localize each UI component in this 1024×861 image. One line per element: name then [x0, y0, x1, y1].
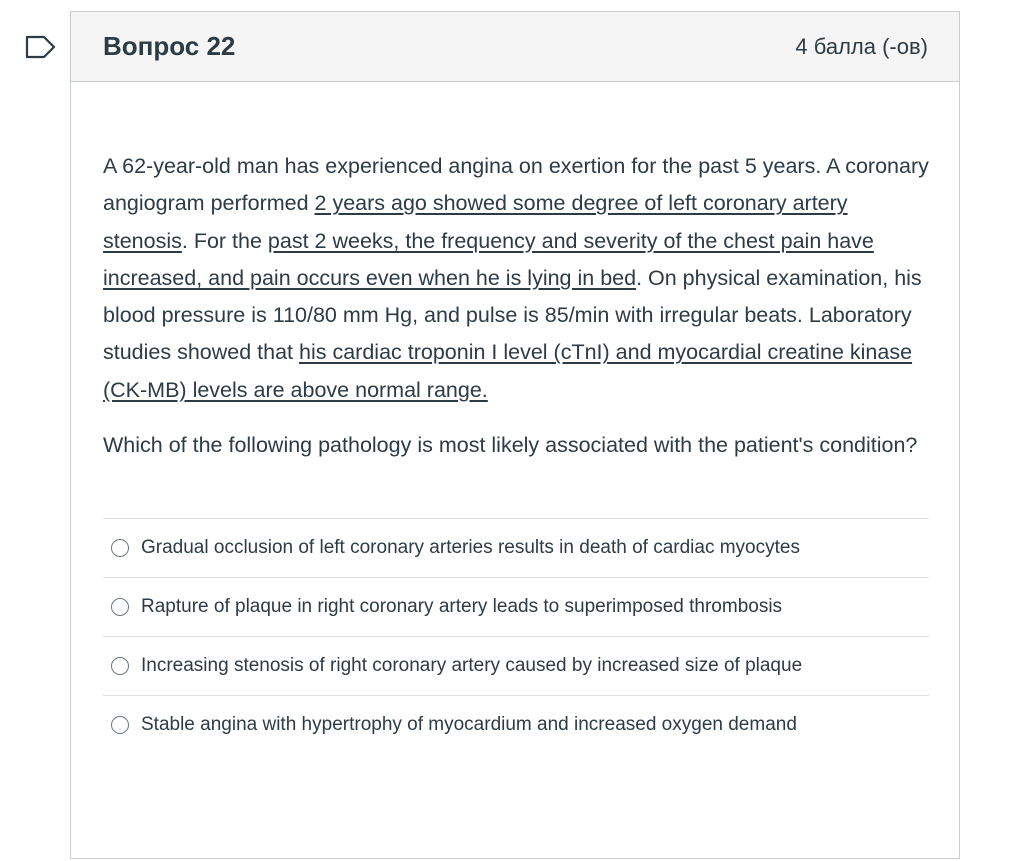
answer-option-4[interactable] [103, 696, 929, 754]
answer-option-1[interactable] [103, 519, 929, 578]
stem-underlined-text: his cardiac troponin I level (cTnI) and myocardial creatine kinase (CK-MB) levels are above normal range. [103, 340, 913, 402]
stem-text: A 62-year-old man has experienced angina on exertion for the past 5 years. A coronary angiogram performed [103, 154, 929, 216]
question-body [71, 82, 959, 754]
answer-label[interactable]: Stable angina with hypertrophy of myocardium and increased oxygen demand [141, 714, 797, 736]
radio-button[interactable] [111, 657, 129, 675]
answer-option-3[interactable] [103, 637, 929, 696]
stem-text: . For the [181, 228, 268, 253]
question-card [70, 11, 960, 859]
flag-question-icon[interactable] [24, 35, 58, 59]
question-points: 4 балла (-ов) [795, 33, 928, 59]
radio-button[interactable] [111, 598, 129, 616]
question-header [71, 12, 959, 82]
question-prompt: Which of the following pathology is most likely associated with the patient's condition? [103, 433, 918, 458]
radio-button[interactable] [111, 716, 129, 734]
question-title: Вопрос 22 [103, 31, 236, 61]
radio-button[interactable] [111, 539, 129, 557]
answer-label[interactable]: Gradual occlusion of left coronary arteries results in death of cardiac myocytes [141, 537, 800, 559]
answer-label[interactable]: Increasing stenosis of right coronary artery caused by increased size of plaque [141, 655, 803, 677]
answer-label[interactable]: Rapture of plaque in right coronary artery leads to superimposed thrombosis [141, 596, 783, 618]
stem-underlined-text: past 2 weeks, the frequency and severity of the chest pain have increased, and pain occurs even when he is lying in bed [103, 228, 874, 290]
question-stem [103, 148, 929, 409]
answer-option-2[interactable] [103, 578, 929, 637]
stem-text: . On physical examination, his blood pressure is 110/80 mm Hg, and pulse is 85/min with irregular beats. Laboratory studies showed that [103, 265, 922, 365]
question-text [103, 148, 929, 464]
answer-list [103, 518, 929, 754]
stem-underlined-text: 2 years ago showed some degree of left coronary artery stenosis [103, 191, 848, 253]
